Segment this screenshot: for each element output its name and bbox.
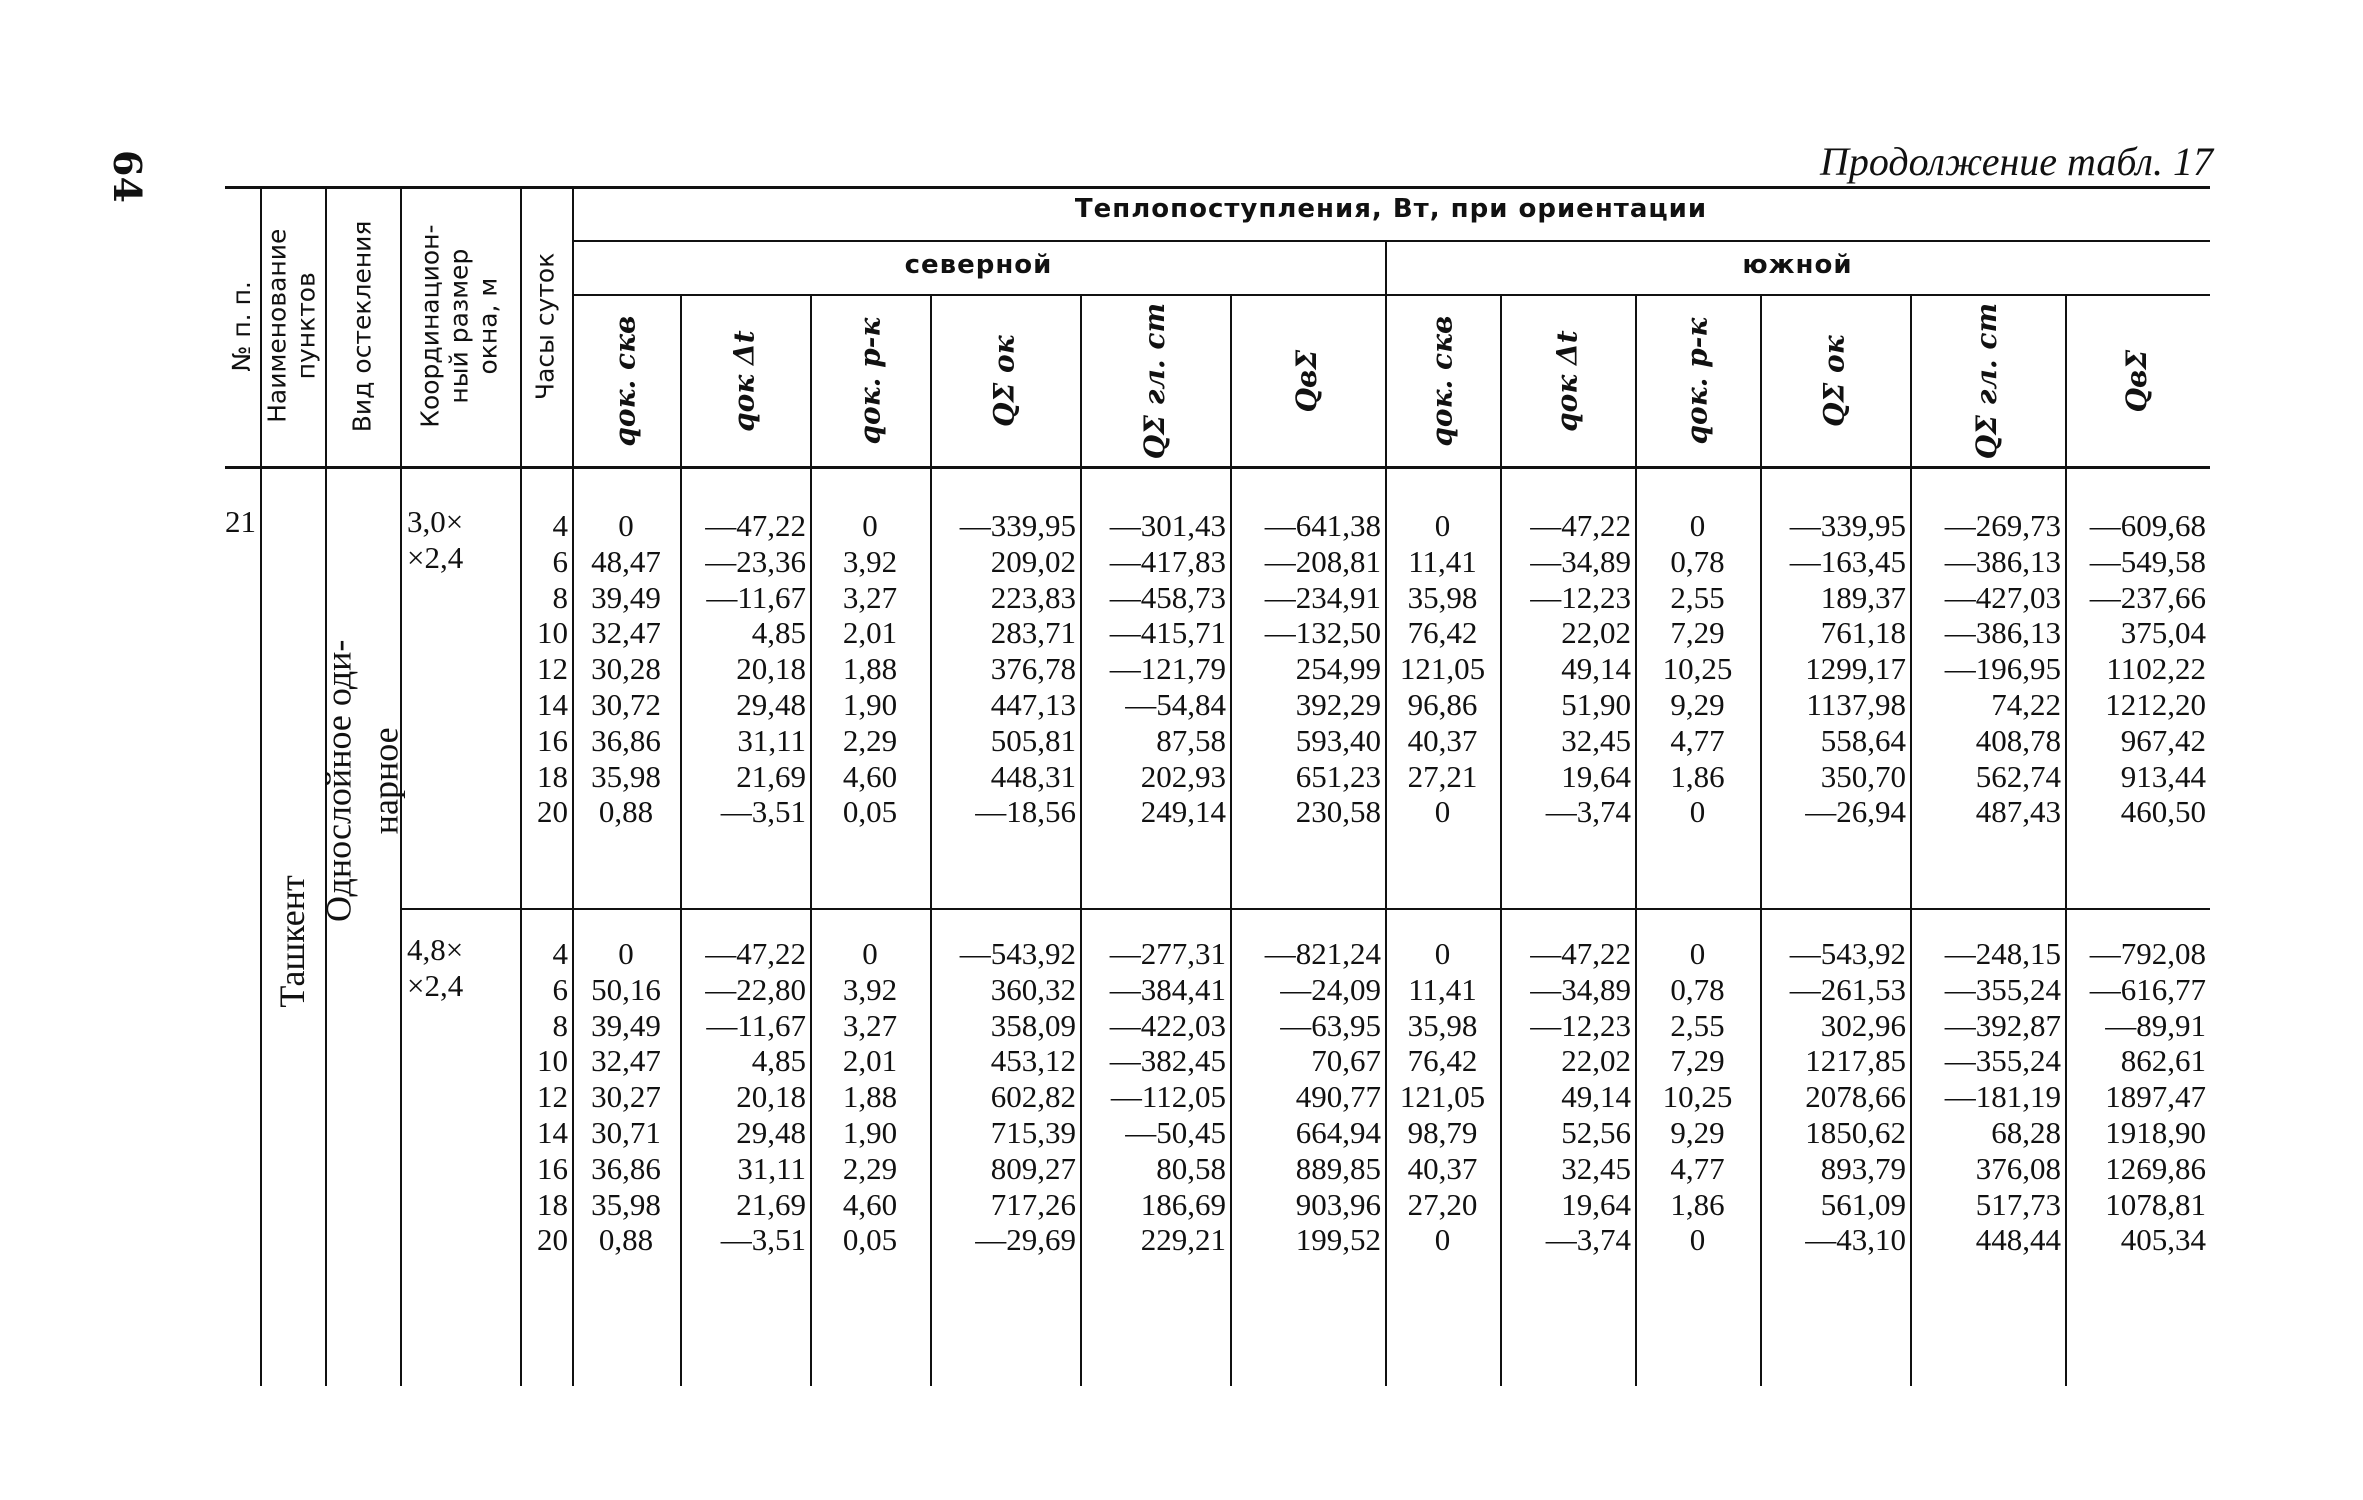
header-window-size-text: Координацион- ный размер окна, м bbox=[415, 224, 503, 428]
header-south-q-sum-window bbox=[1760, 296, 1910, 466]
north-col-4-block-1: —339,95 209,02 223,83 283,71 376,78 447,13 505,81 448,31 —18,56 bbox=[959, 508, 1076, 830]
header-north-q-window-frame bbox=[810, 296, 930, 466]
header-group-title: Теплопоступления, Вт, при ориентации bbox=[1074, 194, 1708, 224]
north-col-5-block-2: —277,31 —384,41 —422,03 —382,45 —112,05 —50,45 80,58 186,69 229,21 bbox=[1109, 936, 1226, 1258]
hours-2: 4 6 8 10 12 14 16 18 20 bbox=[537, 936, 568, 1258]
header-north-q-window-radiation-text: qок. скв bbox=[608, 315, 642, 447]
south-col-3-block-1: 0 0,78 2,55 7,29 10,25 9,29 4,77 1,86 0 bbox=[1662, 508, 1733, 830]
header-glazing-text: Вид остекления bbox=[347, 220, 377, 432]
header-south-q-sum-total bbox=[2065, 296, 2210, 466]
header-south-q-window-radiation-text: qок. скв bbox=[1425, 315, 1459, 447]
north-col-1-block-2: 0 50,16 39,49 32,47 30,27 30,71 36,86 35,98 0,88 bbox=[591, 936, 661, 1258]
group-rule bbox=[572, 240, 2210, 242]
place-name-text: Ташкент bbox=[272, 874, 313, 1008]
header-north: северной bbox=[904, 250, 1053, 280]
north-col-6-block-1: —641,38 —208,81 —234,91 —132,50 254,99 392,29 593,40 651,23 230,58 bbox=[1264, 508, 1381, 830]
south-col-2-block-2: —47,22 —34,89 —12,23 22,02 49,14 52,56 32,45 19,64 —3,74 bbox=[1530, 936, 1631, 1258]
hours-1: 4 6 8 10 12 14 16 18 20 bbox=[537, 508, 568, 830]
heat-gain-table bbox=[225, 186, 2210, 1386]
south-col-2-block-1: —47,22 —34,89 —12,23 22,02 49,14 51,90 32,45 19,64 —3,74 bbox=[1530, 508, 1631, 830]
glazing-type-text: Однослойное оди- нарное bbox=[318, 639, 406, 923]
header-north-q-window-delta-t bbox=[680, 296, 810, 466]
header-north-q-sum-glass-wall bbox=[1080, 296, 1230, 466]
north-col-4-block-2: —543,92 360,32 358,09 453,12 602,82 715,39 809,27 717,26 —29,69 bbox=[959, 936, 1076, 1258]
header-north-q-sum-window bbox=[930, 296, 1080, 466]
page-number: 64 bbox=[105, 150, 150, 203]
window-size-1: 3,0× ×2,4 bbox=[407, 504, 464, 575]
south-col-4-block-2: —543,92 —261,53 302,96 1217,85 2078,66 1850,62 893,79 561,09 —43,10 bbox=[1789, 936, 1906, 1258]
south-col-3-block-2: 0 0,78 2,55 7,29 10,25 9,29 4,77 1,86 0 bbox=[1662, 936, 1733, 1258]
header-glazing bbox=[325, 186, 400, 466]
header-place-text: Наименование пунктов bbox=[262, 228, 321, 424]
row-number: 21 bbox=[225, 504, 256, 539]
north-col-6-block-2: —821,24 —24,09 —63,95 70,67 490,77 664,94 889,85 903,96 199,52 bbox=[1264, 936, 1381, 1258]
header-south-q-sum-window-text: QΣ ок bbox=[1817, 335, 1851, 427]
north-col-3-block-1: 0 3,92 3,27 2,01 1,88 1,90 2,29 4,60 0,05 bbox=[842, 508, 898, 830]
south-col-6-block-1: —609,68 —549,58 —237,66 375,04 1102,22 1212,20 967,42 913,44 460,50 bbox=[2089, 508, 2206, 830]
block-divider-rule bbox=[400, 908, 2210, 910]
north-col-2-block-2: —47,22 —22,80 —11,67 4,85 20,18 29,48 31,11 21,69 —3,51 bbox=[705, 936, 806, 1258]
header-south-q-sum-total-text: QвΣ bbox=[2120, 349, 2154, 413]
header-south-q-window-delta-t-text: qок Δt bbox=[1550, 330, 1584, 432]
north-col-1-block-1: 0 48,47 39,49 32,47 30,28 30,72 36,86 35,98 0,88 bbox=[591, 508, 661, 830]
header-south-q-sum-glass-wall-text: QΣ гл. ст bbox=[1970, 302, 2004, 460]
south-col-5-block-2: —248,15 —355,24 —392,87 —355,24 —181,19 68,28 376,08 517,73 448,44 bbox=[1944, 936, 2061, 1258]
header-south: южной bbox=[1742, 250, 1853, 280]
header-south-q-window-delta-t bbox=[1500, 296, 1635, 466]
header-south-q-window-frame-text: qок. р-к bbox=[1680, 317, 1714, 445]
header-north-q-sum-glass-wall-text: QΣ гл. ст bbox=[1137, 302, 1171, 460]
header-place bbox=[260, 186, 325, 466]
south-col-5-block-1: —269,73 —386,13 —427,03 —386,13 —196,95 74,22 408,78 562,74 487,43 bbox=[1944, 508, 2061, 830]
header-bottom-rule bbox=[225, 466, 2210, 469]
north-col-3-block-2: 0 3,92 3,27 2,01 1,88 1,90 2,29 4,60 0,05 bbox=[842, 936, 898, 1258]
header-hours bbox=[520, 186, 572, 466]
header-row-number-text: № п. п. bbox=[227, 280, 257, 372]
table-caption: Продолжение табл. 17 bbox=[1819, 139, 2213, 184]
header-window-size bbox=[400, 186, 520, 466]
south-col-6-block-2: —792,08 —616,77 —89,91 862,61 1897,47 1918,90 1269,86 1078,81 405,34 bbox=[2089, 936, 2206, 1258]
north-col-2-block-1: —47,22 —23,36 —11,67 4,85 20,18 29,48 31,11 21,69 —3,51 bbox=[705, 508, 806, 830]
header-south-q-window-frame bbox=[1635, 296, 1760, 466]
south-col-1-block-2: 0 11,41 35,98 76,42 121,05 98,79 40,37 27,20 0 bbox=[1399, 936, 1486, 1258]
header-south-q-window-radiation bbox=[1385, 296, 1500, 466]
header-south-q-sum-glass-wall bbox=[1910, 296, 2065, 466]
south-col-1-block-1: 0 11,41 35,98 76,42 121,05 96,86 40,37 27,21 0 bbox=[1399, 508, 1486, 830]
header-hours-text: Часы суток bbox=[530, 252, 560, 400]
window-size-2: 4,8× ×2,4 bbox=[407, 932, 464, 1003]
north-col-5-block-1: —301,43 —417,83 —458,73 —415,71 —121,79 —54,84 87,58 202,93 249,14 bbox=[1109, 508, 1226, 830]
header-north-q-window-radiation bbox=[572, 296, 680, 466]
south-col-4-block-1: —339,95 —163,45 189,37 761,18 1299,17 1137,98 558,64 350,70 —26,94 bbox=[1789, 508, 1906, 830]
header-north-q-window-delta-t-text: qок Δt bbox=[727, 330, 761, 432]
header-north-q-sum-window-text: QΣ ок bbox=[987, 335, 1021, 427]
header-north-q-window-frame-text: qок. р-к bbox=[852, 317, 886, 445]
header-row-number bbox=[225, 186, 260, 466]
header-north-q-sum-total-text: QвΣ bbox=[1290, 349, 1324, 413]
header-north-q-sum-total bbox=[1230, 296, 1385, 466]
glazing-type bbox=[318, 486, 406, 1076]
